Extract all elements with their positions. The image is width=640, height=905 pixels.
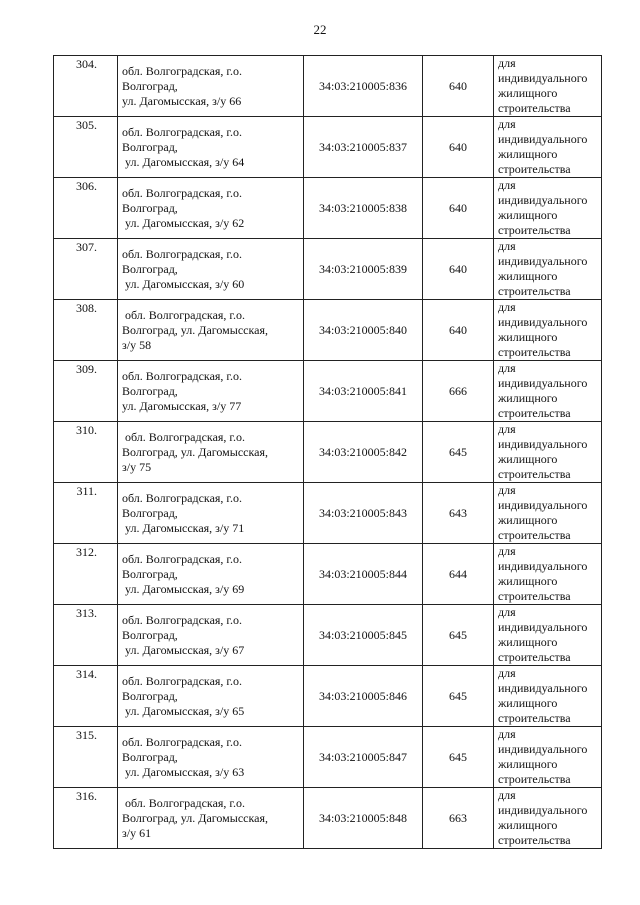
permitted-use-line: строительства: [498, 162, 571, 176]
table-row: [54, 422, 602, 483]
permitted-use-line: для: [498, 788, 516, 802]
table-row: [54, 727, 602, 788]
permitted-use-line: индивидуального: [498, 315, 588, 329]
permitted-use-line: жилищного: [498, 86, 558, 100]
area-value: 645: [423, 422, 494, 483]
permitted-use-line: индивидуального: [498, 559, 588, 573]
address-line: обл. Волгоградская, г.о.: [122, 368, 242, 383]
row-number: 312.: [54, 544, 118, 605]
permitted-use-line: строительства: [498, 528, 571, 542]
address-cell: [118, 422, 304, 483]
area-value: 640: [423, 117, 494, 178]
address-cell: [118, 788, 304, 849]
table-row: [54, 239, 602, 300]
table-row: [54, 666, 602, 727]
permitted-use-cell: [494, 727, 602, 788]
permitted-use-line: индивидуального: [498, 193, 588, 207]
permitted-use-cell: [494, 300, 602, 361]
permitted-use-line: индивидуального: [498, 498, 588, 512]
permitted-use-cell: [494, 56, 602, 117]
cadastral-number: 34:03:210005:837: [304, 117, 423, 178]
row-number: 310.: [54, 422, 118, 483]
address-line: ул. Дагомысская, з/у 66: [122, 93, 242, 108]
address-line: обл. Волгоградская, г.о.: [122, 124, 242, 139]
area-value: 640: [423, 300, 494, 361]
permitted-use-line: жилищного: [498, 635, 558, 649]
address-line: Волгоград,: [122, 505, 178, 520]
row-number: 305.: [54, 117, 118, 178]
table-row: [54, 300, 602, 361]
address-line: обл. Волгоградская, г.о.: [122, 429, 245, 444]
row-number: 304.: [54, 56, 118, 117]
land-plots-table: [53, 55, 602, 849]
permitted-use-line: индивидуального: [498, 620, 588, 634]
row-number: 308.: [54, 300, 118, 361]
address-cell: [118, 605, 304, 666]
address-line: Волгоград,: [122, 139, 178, 154]
address-line: ул. Дагомысская, з/у 71: [122, 520, 245, 535]
address-line: Волгоград,: [122, 627, 178, 642]
cadastral-number: 34:03:210005:844: [304, 544, 423, 605]
table-body: [54, 56, 602, 849]
table-row: [54, 56, 602, 117]
address-cell: [118, 178, 304, 239]
address-line: Волгоград,: [122, 261, 178, 276]
address-line: з/у 75: [122, 459, 152, 474]
address-cell: [118, 544, 304, 605]
permitted-use-line: строительства: [498, 345, 571, 359]
table-row: [54, 544, 602, 605]
permitted-use-line: для: [498, 56, 516, 70]
address-line: Волгоград,: [122, 78, 178, 93]
cadastral-number: 34:03:210005:848: [304, 788, 423, 849]
address-cell: [118, 727, 304, 788]
area-value: 663: [423, 788, 494, 849]
cadastral-number: 34:03:210005:839: [304, 239, 423, 300]
area-value: 643: [423, 483, 494, 544]
cadastral-number: 34:03:210005:846: [304, 666, 423, 727]
address-cell: [118, 239, 304, 300]
address-cell: [118, 666, 304, 727]
permitted-use-line: индивидуального: [498, 254, 588, 268]
permitted-use-line: жилищного: [498, 818, 558, 832]
area-value: 644: [423, 544, 494, 605]
permitted-use-line: строительства: [498, 772, 571, 786]
permitted-use-line: строительства: [498, 101, 571, 115]
address-line: обл. Волгоградская, г.о.: [122, 612, 242, 627]
permitted-use-cell: [494, 178, 602, 239]
area-value: 645: [423, 605, 494, 666]
permitted-use-line: жилищного: [498, 330, 558, 344]
table-row: [54, 605, 602, 666]
address-line: ул. Дагомысская, з/у 60: [122, 276, 245, 291]
address-line: ул. Дагомысская, з/у 67: [122, 642, 245, 657]
address-line: Волгоград,: [122, 200, 178, 215]
address-line: обл. Волгоградская, г.о.: [122, 246, 242, 261]
address-line: Волгоград,: [122, 749, 178, 764]
permitted-use-line: индивидуального: [498, 71, 588, 85]
permitted-use-cell: [494, 788, 602, 849]
cadastral-number: 34:03:210005:841: [304, 361, 423, 422]
permitted-use-cell: [494, 605, 602, 666]
permitted-use-line: индивидуального: [498, 437, 588, 451]
cadastral-number: 34:03:210005:840: [304, 300, 423, 361]
permitted-use-line: для: [498, 727, 516, 741]
address-line: ул. Дагомысская, з/у 77: [122, 398, 242, 413]
cadastral-number: 34:03:210005:845: [304, 605, 423, 666]
permitted-use-line: строительства: [498, 467, 571, 481]
address-line: ул. Дагомысская, з/у 64: [122, 154, 245, 169]
cadastral-number: 34:03:210005:842: [304, 422, 423, 483]
permitted-use-line: для: [498, 178, 516, 192]
permitted-use-line: строительства: [498, 589, 571, 603]
address-line: ул. Дагомысская, з/у 63: [122, 764, 245, 779]
permitted-use-line: индивидуального: [498, 376, 588, 390]
permitted-use-cell: [494, 422, 602, 483]
permitted-use-cell: [494, 361, 602, 422]
address-cell: [118, 300, 304, 361]
address-line: обл. Волгоградская, г.о.: [122, 551, 242, 566]
permitted-use-line: жилищного: [498, 208, 558, 222]
table-row: [54, 178, 602, 239]
permitted-use-line: для: [498, 605, 516, 619]
cadastral-number: 34:03:210005:838: [304, 178, 423, 239]
permitted-use-line: строительства: [498, 284, 571, 298]
address-line: Волгоград,: [122, 688, 178, 703]
area-value: 666: [423, 361, 494, 422]
row-number: 316.: [54, 788, 118, 849]
permitted-use-line: для: [498, 666, 516, 680]
page-number: 22: [313, 22, 327, 37]
permitted-use-line: жилищного: [498, 574, 558, 588]
permitted-use-cell: [494, 483, 602, 544]
permitted-use-line: индивидуального: [498, 132, 588, 146]
permitted-use-line: жилищного: [498, 391, 558, 405]
permitted-use-cell: [494, 666, 602, 727]
permitted-use-cell: [494, 239, 602, 300]
address-line: обл. Волгоградская, г.о.: [122, 673, 242, 688]
address-cell: [118, 361, 304, 422]
permitted-use-line: жилищного: [498, 452, 558, 466]
permitted-use-line: жилищного: [498, 696, 558, 710]
address-line: з/у 58: [122, 337, 152, 352]
table-row: [54, 483, 602, 544]
permitted-use-line: для: [498, 361, 516, 375]
address-line: Волгоград,: [122, 566, 178, 581]
table-row: [54, 361, 602, 422]
table-row: [54, 117, 602, 178]
area-value: 640: [423, 56, 494, 117]
permitted-use-line: индивидуального: [498, 803, 588, 817]
address-line: Волгоград, ул. Дагомысская,: [122, 444, 268, 459]
address-line: з/у 61: [122, 825, 152, 840]
address-line: обл. Волгоградская, г.о.: [122, 734, 242, 749]
address-line: обл. Волгоградская, г.о.: [122, 795, 245, 810]
permitted-use-line: жилищного: [498, 269, 558, 283]
address-line: ул. Дагомысская, з/у 65: [122, 703, 245, 718]
permitted-use-line: жилищного: [498, 513, 558, 527]
permitted-use-line: индивидуального: [498, 742, 588, 756]
permitted-use-line: индивидуального: [498, 681, 588, 695]
row-number: 313.: [54, 605, 118, 666]
row-number: 311.: [54, 483, 118, 544]
row-number: 309.: [54, 361, 118, 422]
row-number: 315.: [54, 727, 118, 788]
address-line: обл. Волгоградская, г.о.: [122, 490, 242, 505]
permitted-use-line: строительства: [498, 406, 571, 420]
address-line: обл. Волгоградская, г.о.: [122, 307, 245, 322]
cadastral-number: 34:03:210005:847: [304, 727, 423, 788]
address-line: Волгоград, ул. Дагомысская,: [122, 810, 268, 825]
table-row: [54, 788, 602, 849]
row-number: 314.: [54, 666, 118, 727]
permitted-use-cell: [494, 544, 602, 605]
permitted-use-line: строительства: [498, 650, 571, 664]
permitted-use-line: строительства: [498, 711, 571, 725]
permitted-use-line: для: [498, 300, 516, 314]
permitted-use-line: жилищного: [498, 147, 558, 161]
permitted-use-cell: [494, 117, 602, 178]
permitted-use-line: для: [498, 239, 516, 253]
address-line: ул. Дагомысская, з/у 62: [122, 215, 245, 230]
area-value: 640: [423, 239, 494, 300]
address-line: обл. Волгоградская, г.о.: [122, 185, 242, 200]
address-cell: [118, 56, 304, 117]
area-value: 645: [423, 727, 494, 788]
permitted-use-line: жилищного: [498, 757, 558, 771]
cadastral-number: 34:03:210005:836: [304, 56, 423, 117]
permitted-use-line: строительства: [498, 833, 571, 847]
row-number: 306.: [54, 178, 118, 239]
permitted-use-line: для: [498, 483, 516, 497]
address-cell: [118, 483, 304, 544]
address-line: обл. Волгоградская, г.о.: [122, 63, 242, 78]
address-cell: [118, 117, 304, 178]
address-line: Волгоград, ул. Дагомысская,: [122, 322, 268, 337]
row-number: 307.: [54, 239, 118, 300]
address-line: ул. Дагомысская, з/у 69: [122, 581, 245, 596]
address-line: Волгоград,: [122, 383, 178, 398]
area-value: 640: [423, 178, 494, 239]
permitted-use-line: для: [498, 422, 516, 436]
area-value: 645: [423, 666, 494, 727]
permitted-use-line: строительства: [498, 223, 571, 237]
permitted-use-line: для: [498, 544, 516, 558]
permitted-use-line: для: [498, 117, 516, 131]
cadastral-number: 34:03:210005:843: [304, 483, 423, 544]
